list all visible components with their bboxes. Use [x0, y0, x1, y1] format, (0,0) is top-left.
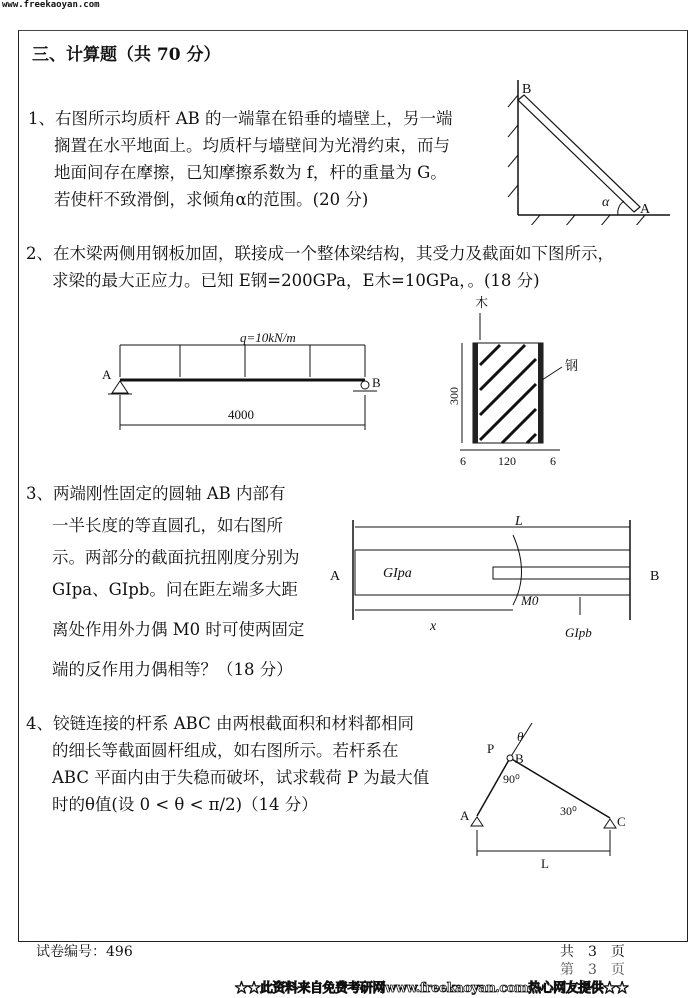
label-alpha: α — [602, 195, 610, 210]
q3-line: 端的反作用力偶相等？（18 分） — [52, 660, 293, 679]
q4-line: 的细长等截面圆杆组成，如右图所示。若杆系在 — [52, 741, 399, 760]
q4-line: 4、铰链连接的杆系 ABC 由两根截面积和材料都相同 — [26, 714, 414, 733]
cross-section — [473, 343, 543, 443]
label-b: B — [522, 82, 532, 97]
paper-number: 试卷编号：496 — [36, 944, 133, 960]
label-a: A — [102, 367, 112, 382]
question-3 — [26, 478, 304, 686]
bar-ab — [477, 758, 510, 816]
question-4 — [26, 710, 429, 818]
q4-figure — [455, 718, 655, 878]
watermark-url: www.freekaoyan.com — [2, 0, 100, 10]
label-b: B — [372, 375, 381, 390]
q3-line: GIpa、GIpb。问在距左端多大距 — [52, 580, 298, 599]
q4-line: ABC 平面内由于失稳而破坏，试求载荷 P 为最大值 — [52, 768, 430, 787]
steel-label: 钢 — [565, 358, 579, 373]
q1-line: 搁置在水平地面上。均质杆与墙壁间为光滑约束，而与 — [54, 136, 450, 155]
height-label: 300 — [447, 387, 461, 405]
q4-line: 时的θ值(设 0 < θ < π/2)（14 分） — [52, 795, 318, 814]
q1-line: 若使杆不致滑倒，求倾角α的范围。(20 分) — [54, 190, 369, 209]
source-banner: ★★此资料来自免费考研网www.freekaoyan.com热心网友提供★★ — [235, 981, 629, 996]
q3-line: 离处作用外力偶 M0 时可使两固定 — [52, 620, 305, 639]
rod-ab — [518, 95, 640, 212]
label-l: L — [541, 856, 549, 871]
label-p: P — [487, 741, 495, 756]
label-theta: θ — [517, 729, 524, 744]
page-number: 第 3 页 — [560, 962, 625, 978]
q2-line: 2、在木梁两侧用钢板加固，联接成一个整体梁结构，其受力及截面如下图所示， — [26, 244, 614, 263]
label-90: 90⁰ — [503, 772, 520, 786]
q2-figure — [90, 295, 610, 470]
label-b: B — [650, 569, 660, 584]
q3-line: 一半长度的等直圆孔，如右图所 — [52, 516, 283, 535]
load-label: q=10kN/m — [240, 330, 296, 345]
label-gipa: GIpa — [383, 566, 412, 581]
q3-line: 3、两端刚性固定的圆轴 AB 内部有 — [26, 484, 286, 503]
label-gipb: GIpb — [565, 625, 592, 640]
q2-line: 求梁的最大正应力。已知 E钢=200GPa，E木=10GPa，。(18 分) — [52, 271, 540, 290]
label-l: L — [515, 514, 523, 529]
label-a: A — [640, 202, 651, 217]
label-c: C — [617, 814, 626, 829]
span-label: 4000 — [228, 407, 254, 422]
q3-figure — [325, 505, 670, 655]
section-title: 三、计算题（共 70 分） — [32, 45, 221, 65]
label-30: 30⁰ — [560, 804, 577, 818]
q1-figure — [500, 75, 690, 225]
label-m0: M0 — [521, 593, 539, 608]
q1-line: 地面间存在摩擦，已知摩擦系数为 f，杆的重量为 G。 — [54, 163, 447, 182]
hole — [493, 567, 630, 579]
q3-line: 示。两部分的截面抗扭刚度分别为 — [52, 548, 300, 567]
width-label: 120 — [498, 454, 516, 468]
q1-line: 1、右图所示均质杆 AB 的一端靠在铅垂的墙壁上，另一端 — [28, 109, 453, 128]
question-1 — [28, 105, 453, 213]
wood-label: 木 — [475, 295, 489, 310]
question-2 — [26, 240, 614, 294]
label-a: A — [330, 569, 341, 584]
total-pages: 共 3 页 — [560, 944, 625, 960]
label-b: B — [515, 751, 524, 766]
label-x: x — [430, 619, 437, 634]
t2-label: 6 — [550, 454, 556, 468]
t1-label: 6 — [460, 454, 466, 468]
label-a: A — [460, 808, 470, 823]
